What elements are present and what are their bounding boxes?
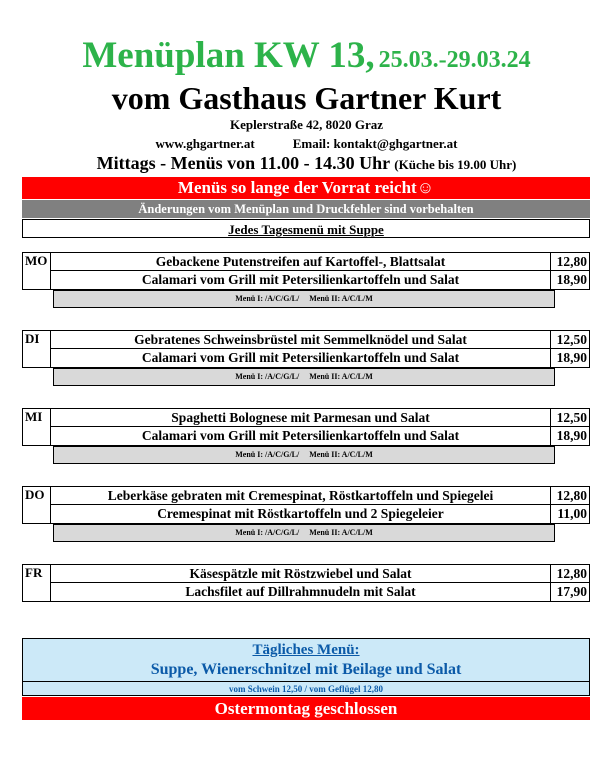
contact-line	[0, 136, 613, 152]
allergen-info: Menü I: /A/C/G/L/ Menü II: A/C/L/M	[53, 290, 555, 308]
soup-notice: Jedes Tagesmenü mit Suppe	[22, 219, 590, 238]
price-1: 12,50	[551, 408, 590, 427]
day-block-do	[22, 486, 590, 544]
price-2: 18,90	[551, 271, 590, 290]
restaurant-name: vom Gasthaus Gartner Kurt	[111, 80, 502, 116]
website-link[interactable]: www.ghgartner.at	[155, 136, 255, 151]
price-2: 18,90	[551, 427, 590, 446]
price-1: 12,50	[551, 330, 590, 349]
changes-notice: Änderungen vom Menüplan und Druckfehler sind vorbehalten	[22, 200, 590, 218]
day-label: MI	[22, 408, 51, 446]
allergen-info: Menü I: /A/C/G/L/ Menü II: A/C/L/M	[53, 524, 555, 542]
dish-2: Calamari vom Grill mit Petersilienkartoffeln und Salat	[51, 349, 551, 368]
day-block-mi	[22, 408, 590, 466]
price-1: 12,80	[551, 486, 590, 505]
allergen-info: Menü I: /A/C/G/L/ Menü II: A/C/L/M	[53, 446, 555, 464]
dish-2: Lachsfilet auf Dillrahmnudeln mit Salat	[51, 583, 551, 602]
opening-hours	[0, 153, 613, 174]
daily-menu-prices: vom Schwein 12,50 / vom Geflügel 12,80	[23, 681, 589, 696]
allergen-info: Menü I: /A/C/G/L/ Menü II: A/C/L/M	[53, 368, 555, 386]
title-text: Menüplan KW 13,	[82, 35, 375, 76]
price-2: 17,90	[551, 583, 590, 602]
day-block-di	[22, 330, 590, 388]
supply-notice: Menüs so lange der Vorrat reicht☺	[22, 177, 590, 199]
daily-menu-box	[22, 638, 590, 696]
daily-menu-heading: Tägliches Menü:	[252, 642, 360, 658]
dish-1: Leberkäse gebraten mit Cremespinat, Röstkartoffeln und Spiegelei	[51, 486, 551, 505]
kitchen-hours: (Küche bis 19.00 Uhr)	[394, 157, 517, 172]
day-label: DO	[22, 486, 51, 524]
email-link[interactable]: Email: kontakt@ghgartner.at	[292, 136, 458, 151]
dish-1: Gebackene Putenstreifen auf Kartoffel-, Blattsalat	[51, 252, 551, 271]
title-dates: 25.03.-29.03.24	[378, 47, 531, 73]
dish-1: Käsespätzle mit Röstzwiebel und Salat	[51, 564, 551, 583]
day-block-mo	[22, 252, 590, 310]
dish-1: Spaghetti Bolognese mit Parmesan und Salat	[51, 408, 551, 427]
price-2: 18,90	[551, 349, 590, 368]
dish-2: Cremespinat mit Röstkartoffeln und 2 Spiegeleier	[51, 505, 551, 524]
day-label: FR	[22, 564, 51, 602]
daily-menu-dish: Suppe, Wienerschnitzel mit Beilage und Salat	[150, 661, 462, 678]
price-1: 12,80	[551, 564, 590, 583]
hours-text: Mittags - Menüs von 11.00 - 14.30 Uhr	[96, 153, 390, 173]
day-label: DI	[22, 330, 51, 368]
address: Keplerstraße 42, 8020 Graz	[229, 117, 384, 132]
dish-1: Gebratenes Schweinsbrüstel mit Semmelknödel und Salat	[51, 330, 551, 349]
dish-2: Calamari vom Grill mit Petersilienkartoffeln und Salat	[51, 271, 551, 290]
closed-notice: Ostermontag geschlossen	[22, 697, 590, 720]
price-1: 12,80	[551, 252, 590, 271]
page-title	[0, 34, 613, 77]
price-2: 11,00	[551, 505, 590, 524]
dish-2: Calamari vom Grill mit Petersilienkartoffeln und Salat	[51, 427, 551, 446]
day-label: MO	[22, 252, 51, 290]
day-block-fr	[22, 564, 590, 622]
